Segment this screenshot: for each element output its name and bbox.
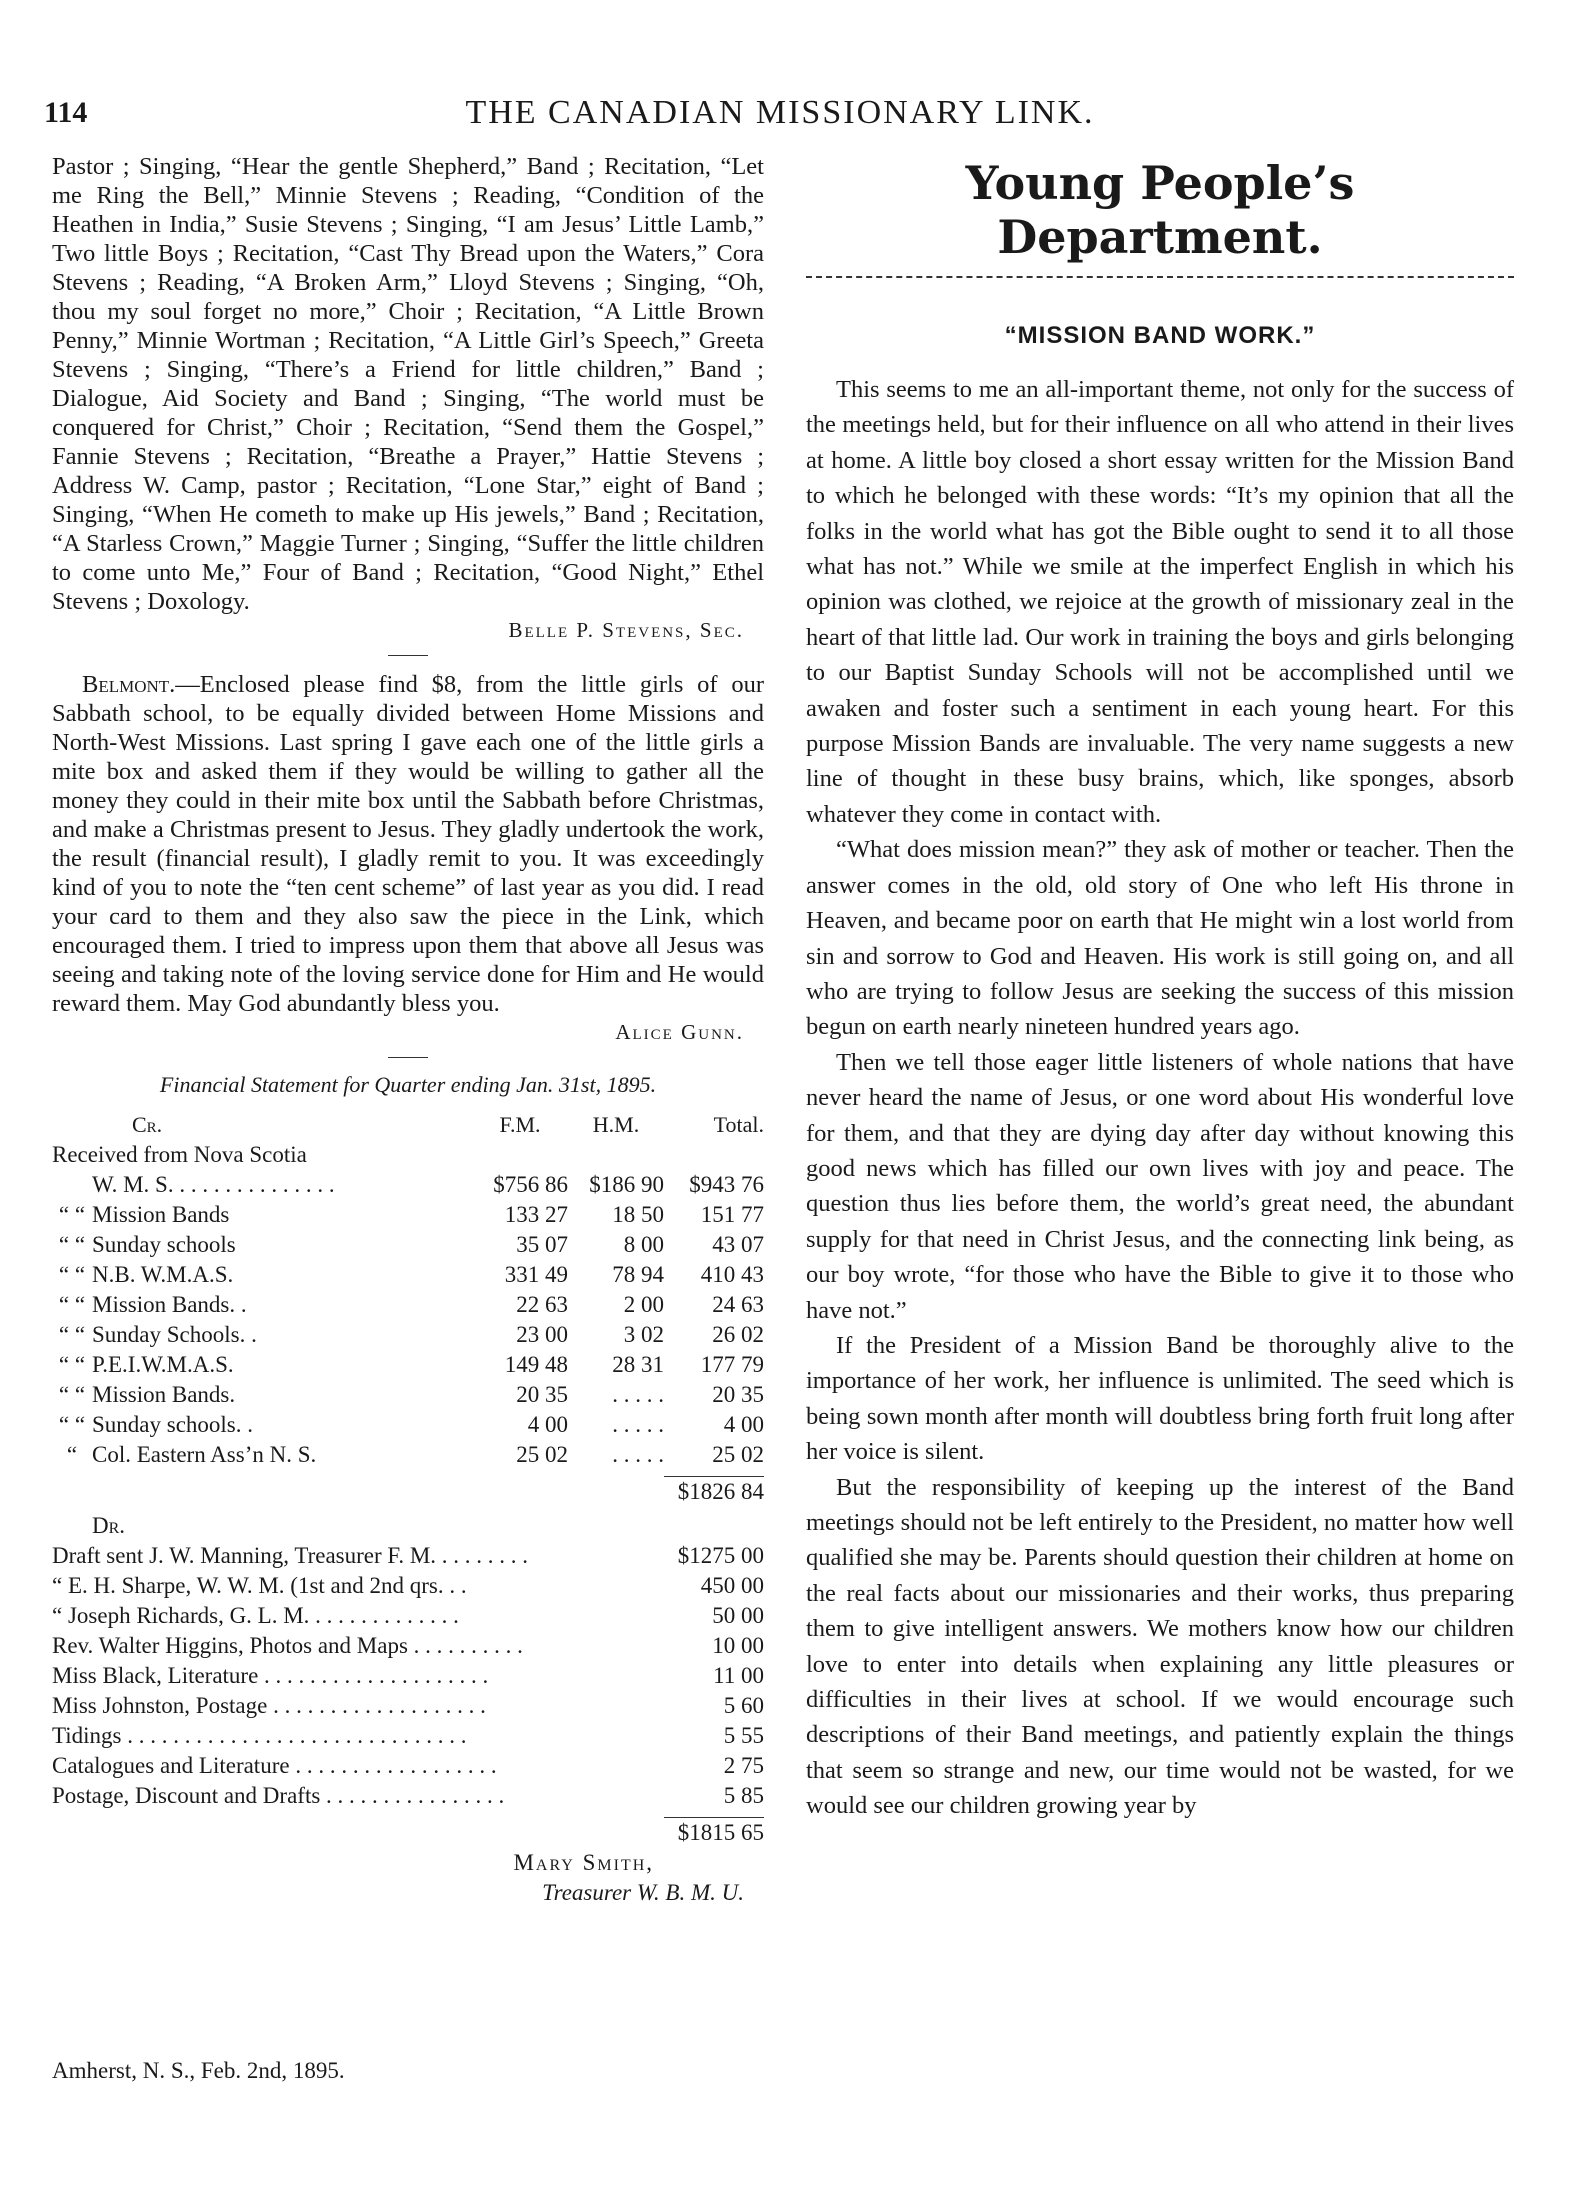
cr-row-label: Col. Eastern Ass’n N. S. (92, 1442, 317, 1467)
program-text: Pastor ; Singing, “Hear the gentle Shepherd,” Band ; Recitation, “Let me Ring the Bell,” Minnie Stevens ; Reading, “Condition of the Heathen in India,” Susie Stevens ; Singing, “I am Jesus’ Little Lamb,” Two little Boys ; Recitation, “Cast Thy Bread upon the Waters,” Cora Stevens ; Reading, “A Broken Arm,” Lloyd Stevens ; Singing, “Oh, thou my soul forget no more,” Choir ; Recitation, “A Little Brown Penny,” Minnie Wortman ; Recitation, “A Little Girl’s Speech,” Greeta Stevens ; Singing, “There’s a Friend for little children,” Band ; Dialogue, Aid Society and Band ; Singing, “The world must be conquered for Christ,” Choir ; Recitation, “Send them the Gospel,” Fannie Stevens ; Recitation, “Breathe a Prayer,” Hattie Stevens ; Address W. Camp, pastor ; Recitation, “Lone Star,” eight of Band ; Singing, “When He cometh to make up His jewels,” Band ; Recitation, “A Starless Crown,” Maggie Turner ; Singing, “Suffer the little children to come unto Me,” Four of Band ; Recitation, “Good Night,” Ethel Stevens ; Doxology. (52, 153, 764, 615)
cr-row-hm: 78 94 (612, 1262, 664, 1287)
dr-row-amount: 450 00 (700, 1573, 764, 1598)
cr-row-hm: 28 31 (612, 1352, 664, 1377)
cr-row-total: $943 76 (689, 1172, 764, 1197)
cr-row-hm: 8 00 (623, 1232, 664, 1257)
program-signature: Belle P. Stevens, Sec. (508, 618, 744, 642)
dr-row (52, 1571, 764, 1601)
cr-label: Cr. (132, 1112, 163, 1137)
dr-rows (52, 1541, 764, 1811)
cr-row-total: 20 35 (712, 1382, 764, 1407)
cr-row-total: 43 07 (712, 1232, 764, 1257)
cr-row-fm: 25 02 (516, 1442, 568, 1467)
dr-row (52, 1601, 764, 1631)
right-column (806, 152, 1514, 1824)
col-hm: H.M. (592, 1112, 640, 1137)
dr-row-amount: 5 85 (723, 1783, 764, 1808)
dr-row-amount: 5 55 (723, 1723, 764, 1748)
dr-row-label: Rev. Walter Higgins, Photos and Maps . . . . . . . . . . (52, 1633, 523, 1658)
cr-total: $1826 84 (664, 1476, 764, 1507)
cr-row-label: Mission Bands. (92, 1382, 236, 1407)
dr-row-label: Miss Black, Literature . . . . . . . . . . . . . . . . . . . . (52, 1663, 489, 1688)
paragraph: Then we tell those eager little listeners of whole nations that have never heard the name of Jesus, or one word about His wonderful love for them, and that they are dying day after day without knowing this good news which has filled our own lives with joy and peace. The question thus lies before them, the world’s great need, the abundant supply for that need in Christ Jesus, and the connecting link being, as our boy wrote, “for those who have the Bible to give it to those who have not.” (806, 1048, 1514, 1324)
left-column (52, 152, 764, 1908)
cr-row (52, 1230, 764, 1260)
article-title: “MISSION BAND WORK.” (1004, 322, 1316, 349)
financial-header-row (52, 1110, 764, 1140)
cr-row-total: 26 02 (712, 1322, 764, 1347)
paragraph: “What does mission mean?” they ask of mother or teacher. Then the answer comes in the old, old story of One who left His throne in Heaven, and became poor on earth that He might win a lost world from sin and sorrow to God and Heaven. His work is still going on, and all who are trying to follow Jesus are seeking the success of this mission begun on earth nearly nineteen hundred years ago. (806, 836, 1514, 1041)
dr-row (52, 1691, 764, 1721)
ditto-mark: “ “ (58, 1232, 86, 1257)
cr-row-total: 177 79 (700, 1352, 764, 1377)
dr-row-amount: $1275 00 (677, 1543, 764, 1568)
page-number: 114 (44, 96, 88, 129)
article-body (806, 372, 1514, 1824)
cr-row-total: 410 43 (700, 1262, 764, 1287)
cr-row (52, 1290, 764, 1320)
ditto-mark: “ “ (58, 1352, 86, 1377)
belmont-letter (52, 670, 764, 1018)
dr-row-label: Draft sent J. W. Manning, Treasurer F. M. . . . . . . . . (52, 1543, 529, 1568)
ditto-mark: “ “ (58, 1412, 86, 1437)
cr-row-label: Sunday schools (92, 1232, 236, 1257)
treasurer-name: Mary Smith, (513, 1850, 654, 1875)
dr-row-amount: 50 00 (712, 1603, 764, 1628)
dr-total: $1815 65 (664, 1817, 764, 1848)
cr-row-hm: $186 90 (589, 1172, 664, 1197)
department-title: Young People’s Department. (965, 156, 1355, 264)
ditto-mark: “ “ (58, 1292, 86, 1317)
dr-row-amount: 10 00 (712, 1633, 764, 1658)
paragraph: But the responsibility of keeping up the interest of the Band meetings should not be left entirely to the President, no matter how well qualified she may be. Parents should question their children at home on the real facts about our missionaries and their works, thus preparing them to give intelligent answers. We mothers know how our children love to enter into details when explaining any little pleasures or difficulties in their lives at school. If we would encourage such descriptions of their Band meetings, and patiently explain the things that seem so strange and new, our time would not be wasted, for we would see our children growing year by (806, 1473, 1514, 1820)
place-date: Amherst, N. S., Feb. 2nd, 1895. (52, 2058, 345, 2083)
cr-rows (52, 1170, 764, 1470)
dr-row (52, 1631, 764, 1661)
cr-row-label: Mission Bands (92, 1202, 230, 1227)
cr-row-label: Mission Bands. . (92, 1292, 247, 1317)
dr-label: Dr. (92, 1513, 126, 1538)
cr-row-hm: . . . . . (612, 1412, 664, 1437)
cr-row-label: Sunday Schools. . (92, 1322, 257, 1347)
ditto-mark: “ “ (58, 1322, 86, 1347)
financial-title: Financial Statement for Quarter ending Jan. 31st, 1895. (159, 1072, 657, 1097)
cr-row-total: 4 00 (723, 1412, 764, 1437)
cr-row-fm: 149 48 (504, 1352, 568, 1377)
cr-row (52, 1320, 764, 1350)
ditto-mark: “ “ (58, 1202, 86, 1227)
cr-row (52, 1440, 764, 1470)
ditto-mark: “ (66, 1442, 78, 1467)
divider (388, 655, 428, 656)
dr-row-label: Postage, Discount and Drafts . . . . . . . . . . . . . . . . (52, 1783, 505, 1808)
belmont-text: —Enclosed please find $8, from the little girls of our Sabbath school, to be equally divided between Home Missions and North-West Missions. Last spring I gave each one of the little girls a mite box and asked them if they would be willing to gather all the money they could in their mite box until the Sabbath before Christmas, and make a Christmas present to Jesus. They gladly undertook the work, the result (financial result), I gladly remit to you. It was exceedingly kind of you to note the “ten cent scheme” of last year as you did. I read your card to them and they also saw the piece in the Link, which encouraged them. I tried to impress upon them that above all Jesus was seeing and taking note of the loving service done for Him and He would reward them. May God abundantly bless you. (52, 671, 764, 1017)
dr-row (52, 1721, 764, 1751)
cr-row-label: P.E.I.W.M.A.S. (92, 1352, 234, 1377)
cr-row-fm: 23 00 (516, 1322, 568, 1347)
cr-row-hm: 18 50 (612, 1202, 664, 1227)
cr-row (52, 1200, 764, 1230)
cr-row (52, 1170, 764, 1200)
dr-row (52, 1541, 764, 1571)
dr-row-amount: 2 75 (723, 1753, 764, 1778)
ditto-mark (52, 1170, 92, 1200)
running-title: THE CANADIAN MISSIONARY LINK. (465, 94, 1095, 131)
dashed-divider (806, 276, 1514, 278)
cr-row-total: 25 02 (712, 1442, 764, 1467)
dr-row (52, 1661, 764, 1691)
paragraph: If the President of a Mission Band be thoroughly alive to the importance of her work, her influence is unlimited. The seed which is being sown month after month will doubtless bring forth fruit long after her voice is silent. (806, 1331, 1514, 1466)
cr-row-fm: 331 49 (504, 1262, 568, 1287)
dr-row-label: Miss Johnston, Postage . . . . . . . . . . . . . . . . . . . (52, 1693, 486, 1718)
cr-row-hm: . . . . . (612, 1382, 664, 1407)
cr-row-hm: . . . . . (612, 1442, 664, 1467)
financial-statement (52, 1110, 764, 1908)
cr-row-total: 151 77 (700, 1202, 764, 1227)
belmont-place: Belmont. (82, 671, 176, 698)
dr-row-label: “ Joseph Richards, G. L. M. . . . . . . . . . . . . . (52, 1603, 459, 1628)
cr-row-total: 24 63 (712, 1292, 764, 1317)
cr-row-fm: $756 86 (493, 1172, 568, 1197)
ditto-mark: “ “ (58, 1262, 86, 1287)
col-total: Total. (713, 1112, 764, 1137)
dr-row (52, 1781, 764, 1811)
cr-row-hm: 3 02 (623, 1322, 664, 1347)
cr-row-label: W. M. S. . . . . . . . . . . . . . . (92, 1172, 335, 1197)
dr-row-label: “ E. H. Sharpe, W. W. M. (1st and 2nd qrs. . . (52, 1573, 467, 1598)
dr-row-amount: 11 00 (713, 1663, 764, 1688)
cr-row-fm: 4 00 (527, 1412, 568, 1437)
col-fm: F.M. (499, 1112, 541, 1137)
cr-row-label: N.B. W.M.A.S. (92, 1262, 234, 1287)
cr-row (52, 1410, 764, 1440)
cr-row-hm: 2 00 (623, 1292, 664, 1317)
received-line: Received from Nova Scotia (52, 1142, 307, 1167)
cr-row-fm: 22 63 (516, 1292, 568, 1317)
cr-row-fm: 133 27 (504, 1202, 568, 1227)
treasurer-title: Treasurer W. B. M. U. (542, 1880, 744, 1905)
dr-row-amount: 5 60 (723, 1693, 764, 1718)
ditto-mark: “ “ (58, 1382, 86, 1407)
dr-row-label: Tidings . . . . . . . . . . . . . . . . . . . . . . . . . . . . . . (52, 1723, 467, 1748)
divider (388, 1057, 428, 1058)
cr-row-fm: 20 35 (516, 1382, 568, 1407)
dr-row-label: Catalogues and Literature . . . . . . . . . . . . . . . . . . (52, 1753, 497, 1778)
cr-row-fm: 35 07 (516, 1232, 568, 1257)
paragraph: This seems to me an all-important theme, not only for the success of the meetings held, but for their influence on all who attend in their lives at home. A little boy closed a short essay written for the Mission Band to which he belonged with these words: “It’s my opinion that all the folks in the world what has got the Bible ought to send it to all those what has not.” While we smile at the imperfect English in which his opinion was clothed, we rejoice at the growth of missionary zeal in the heart of that little lad. Our work in training the boys and girls belonging to our Baptist Sunday Schools will not be accomplished until we awaken and foster such a sentiment in each young heart. For this purpose Mission Bands are invaluable. The very name suggests a new line of thought in these busy brains, which, like sponges, absorb whatever they come in contact with. (806, 376, 1514, 828)
cr-row-label: Sunday schools. . (92, 1412, 253, 1437)
belmont-signature: Alice Gunn. (615, 1020, 744, 1044)
cr-row (52, 1260, 764, 1290)
dr-row (52, 1751, 764, 1781)
cr-row (52, 1380, 764, 1410)
cr-row (52, 1350, 764, 1380)
